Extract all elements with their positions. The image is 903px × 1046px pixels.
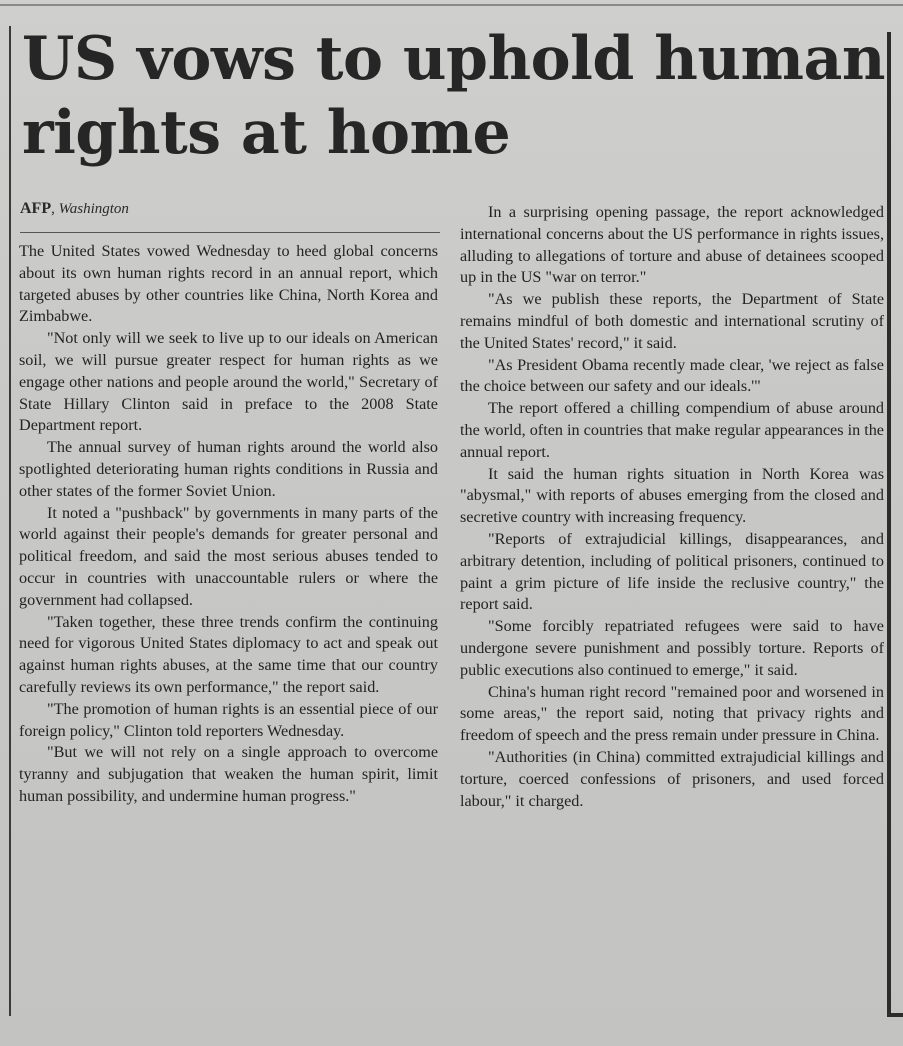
byline-separator: , — [51, 201, 59, 217]
paragraph: "Taken together, these three trends confirm the continuing need for vigorous United States diplomacy to act and speak out against human rights abuses, at the same time that our country carefully reviews its own performance," the report said. — [19, 612, 438, 696]
paragraph: The annual survey of human rights around the world also spotlighted deteriorating human rights conditions in Russia and other states of the former Soviet Union. — [19, 438, 438, 500]
paragraph: "The promotion of human rights is an essential piece of our foreign policy," Clinton told reporters Wednesday. — [19, 699, 438, 740]
byline-agency: AFP — [20, 200, 52, 217]
paragraph: It noted a "pushback" by governments in many parts of the world against their people's demands for greater personal and political freedom, and said the most serious abuses tended to occur in countries with unaccountable rulers or where the government had collapsed. — [19, 503, 438, 609]
paragraph: "Some forcibly repatriated refugees were said to have undergone severe punishment and possibly torture. Reports of public executions also continued to emerge," it said. — [460, 617, 884, 679]
article-column-left — [19, 241, 438, 808]
paragraph: In a surprising opening passage, the report acknowledged international concerns about the US performance in rights issues, alluding to allegations of torture and abuse of detainees scooped up in the US "war on terror." — [460, 203, 884, 287]
paragraph: The United States vowed Wednesday to heed global concerns about its own human rights record in an annual report, which targeted abuses by other countries like China, North Korea and Zimbabwe. — [19, 242, 438, 326]
paragraph: It said the human rights situation in North Korea was "abysmal," with reports of abuses emerging from the closed and secretive country with increasing frequency. — [460, 464, 884, 527]
paragraph: "As President Obama recently made clear, 'we reject as false the choice between our safety and our ideals.'" — [460, 355, 884, 396]
paragraph: China's human right record "remained poor and worsened in some areas," the report said, noting that privacy rights and freedom of speech and the press remain under pressure in China. — [460, 682, 884, 745]
right-frame-border — [887, 32, 903, 1017]
paragraph: "Reports of extrajudicial killings, disappearances, and arbitrary detention, including of political prisoners, continued to paint a grim picture of life inside the reclusive country," the report said. — [460, 529, 884, 614]
paragraph: "As we publish these reports, the Department of State remains mindful of both domestic and international scrutiny of the United States' record," it said. — [460, 290, 884, 352]
paragraph: "But we will not rely on a single approach to overcome tyranny and subjugation that weaken the human spirit, limit human possibility, and undermine human progress." — [19, 743, 438, 805]
byline — [20, 200, 440, 218]
left-column-rule — [9, 26, 11, 1016]
paragraph: "Not only will we seek to live up to our ideals on American soil, we will pursue greater respect for human rights as we engage other nations and people around the world," Secretary of State Hillary Clinton said in preface to the 2008 State Department report. — [19, 329, 438, 435]
top-rule — [0, 4, 903, 6]
byline-rule — [20, 232, 440, 233]
article-column-right — [460, 202, 884, 812]
paragraph: "Authorities (in China) committed extrajudicial killings and torture, coerced confessions of prisoners, and used forced labour," it charged. — [460, 747, 884, 810]
headline: US vows to uphold human rights at home — [22, 24, 885, 168]
byline-place: Washington — [58, 201, 129, 217]
paragraph: The report offered a chilling compendium of abuse around the world, often in countries that make regular appearances in the annual report. — [460, 399, 884, 461]
